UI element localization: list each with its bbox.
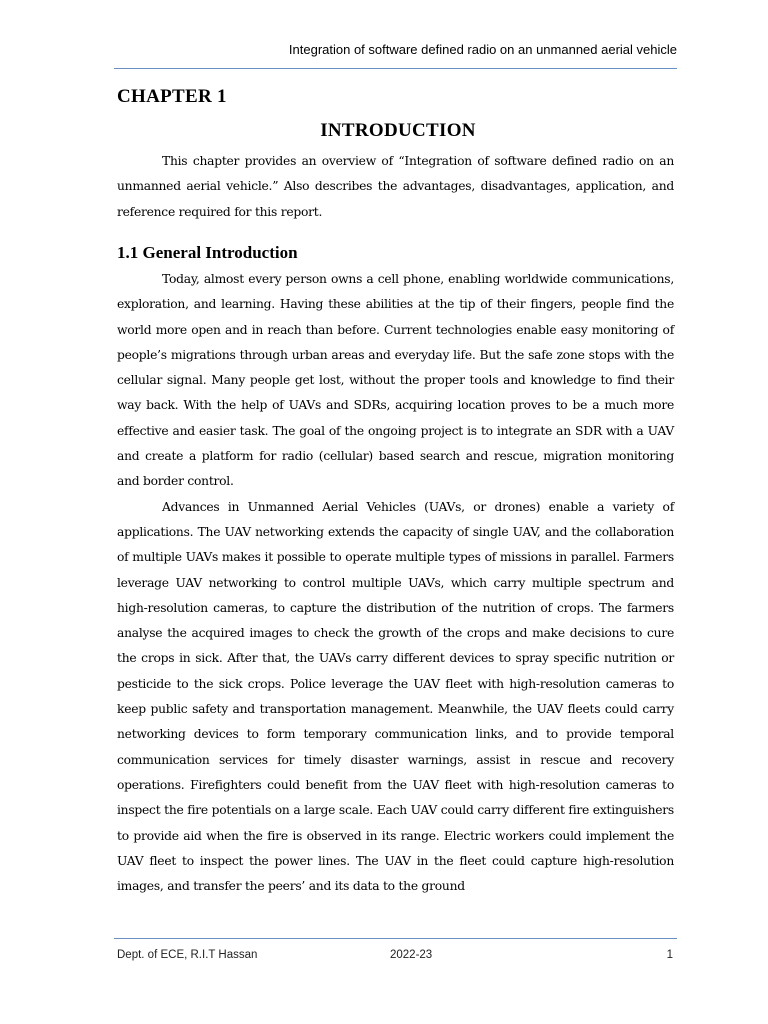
chapter-title: INTRODUCTION (320, 120, 476, 141)
body-paragraph: Advances in Unmanned Aerial Vehicles (UAVs, or drones) enable a variety of applications. The UAV networking extends the capacity of single UAV, and the collaboration of multiple UAVs makes it possible to operate multiple types of missions in parallel. Farmers leverage UAV networking to control multiple UAVs, which carry multiple spectrum and high-resolution cameras, to capture the distribution of the nutrition of crops. The farmers analyse the acquired images to check the growth of the crops and make decisions to cure the crops in sick. After that, the UAVs carry different devices to spray specific nutrition or pesticide to the sick crops. Police leverage the UAV fleet with high-resolution cameras to keep public safety and transportation management. Meanwhile, the UAV fleets could carry networking devices to form temporary communication links, and to provide temporal communication services for timely disaster warnings, assist in rescue and recovery operations. Firefighters could benefit from the UAV fleet with high-resolution cameras to inspect the fire potentials on a large scale. Each UAV could carry different fire extinguishers to provide aid when the fire is observed in its range. Electric workers could implement the UAV fleet to inspect the power lines. The UAV in the fleet could capture high-resolution images, and transfer the peers’ and its data to the ground (117, 499, 674, 894)
page-number: 1 (666, 949, 673, 961)
running-header: Integration of software defined radio on an unmanned aerial vehicle (288, 42, 677, 57)
footer-department: Dept. of ECE, R.I.T Hassan (117, 949, 258, 961)
chapter-number: CHAPTER 1 (117, 86, 227, 107)
header-divider (114, 68, 677, 69)
section-heading: 1.1 General Introduction (117, 243, 298, 262)
footer-divider (114, 938, 677, 939)
body-paragraph: Today, almost every person owns a cell phone, enabling worldwide communications, exploration, and learning. Having these abilities at the tip of their fingers, people find the world more open and in reach than before. Current technologies enable easy monitoring of people’s migrations through urban areas and everyday life. But the safe zone stops with the cellular signal. Many people get lost, without the proper tools and knowledge to find their way back. With the help of UAVs and SDRs, acquiring location proves to be a much more effective and easier task. The goal of the ongoing project is to integrate an SDR with a UAV and create a platform for radio (cellular) based search and rescue, migration monitoring and border control. (117, 272, 674, 489)
intro-block (117, 149, 674, 225)
intro-paragraph: This chapter provides an overview of “Integration of software defined radio on an unmanned aerial vehicle.” Also describes the advantages, disadvantages, application, and reference required for this report. (117, 154, 674, 219)
footer-year: 2022-23 (390, 949, 433, 961)
section-body (117, 267, 674, 899)
